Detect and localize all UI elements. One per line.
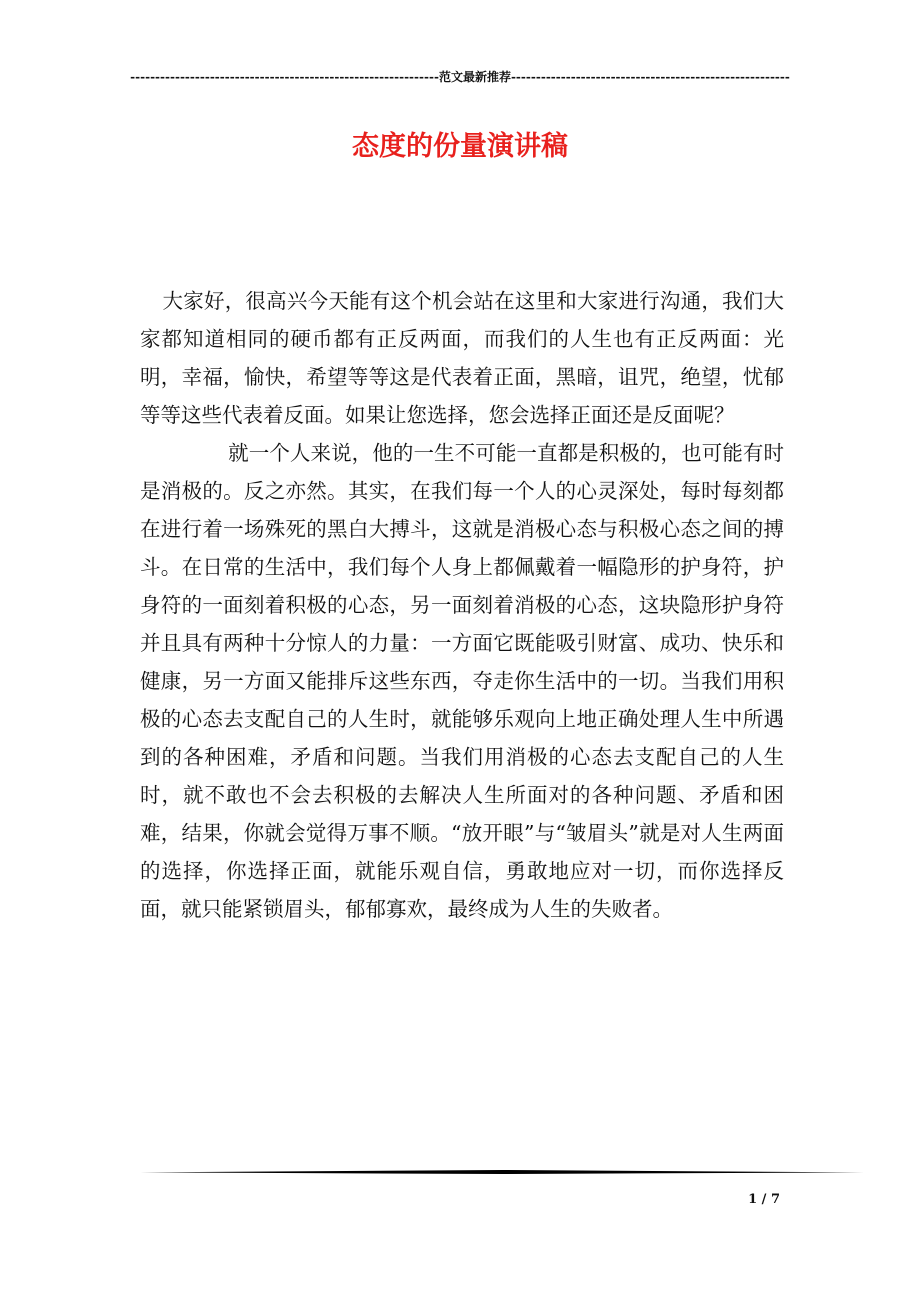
document-body (140, 282, 784, 928)
header-label: 范文最新推荐 (438, 70, 511, 84)
footer-rule (140, 1170, 864, 1174)
paragraph-2: 就一个人来说，他的一生不可能一直都是积极的，也可能有时是消极的。反之亦然。其实，在我们每一个人的心灵深处，每时每刻都在进行着一场殊死的黑白大搏斗，这就是消极心态与积极心态之间的搏斗。在日常的生活中，我们每个人身上都佩戴着一幅隐形的护身符，护身符的一面刻着积极的心态，另一面刻着消极的心态，这块隐形护身符并且具有两种十分惊人的力量：一方面它既能吸引财富、成功、快乐和健康，另一方面又能排斥这些东西，夺走你生活中的一切。当我们用积极的心态去支配自己的人生时，就能够乐观向上地正确处理人生中所遇到的各种困难，矛盾和问题。当我们用消极的心态去支配自己的人生时，就不敢也不会去积极的去解决人生所面对的各种问题、矛盾和困难，结果，你就会觉得万事不顺。“放开眼”与“皱眉头”就是对人生两面的选择，你选择正面，就能乐观自信，勇敢地应对一切，而你选择反面，就只能紧锁眉头，郁郁寡欢，最终成为人生的失败者。 (140, 441, 784, 921)
page-number: 1 / 7 (748, 1192, 780, 1207)
document-title: 态度的份量演讲稿 (352, 131, 568, 162)
page-header (0, 68, 920, 85)
paragraph-1: 大家好，很高兴今天能有这个机会站在这里和大家进行沟通，我们大家都知道相同的硬币都有正反两面，而我们的人生也有正反两面：光明，幸福，愉快，希望等等这是代表着正面，黑暗，诅咒，绝望，忧郁等等这些代表着反面。如果让您选择，您会选择正面还是反面呢？ (140, 289, 784, 427)
header-dashes-left: -------------------------------------------------------------- (130, 70, 439, 84)
header-dashes-right: -------------------------------------------------------- (510, 70, 790, 84)
